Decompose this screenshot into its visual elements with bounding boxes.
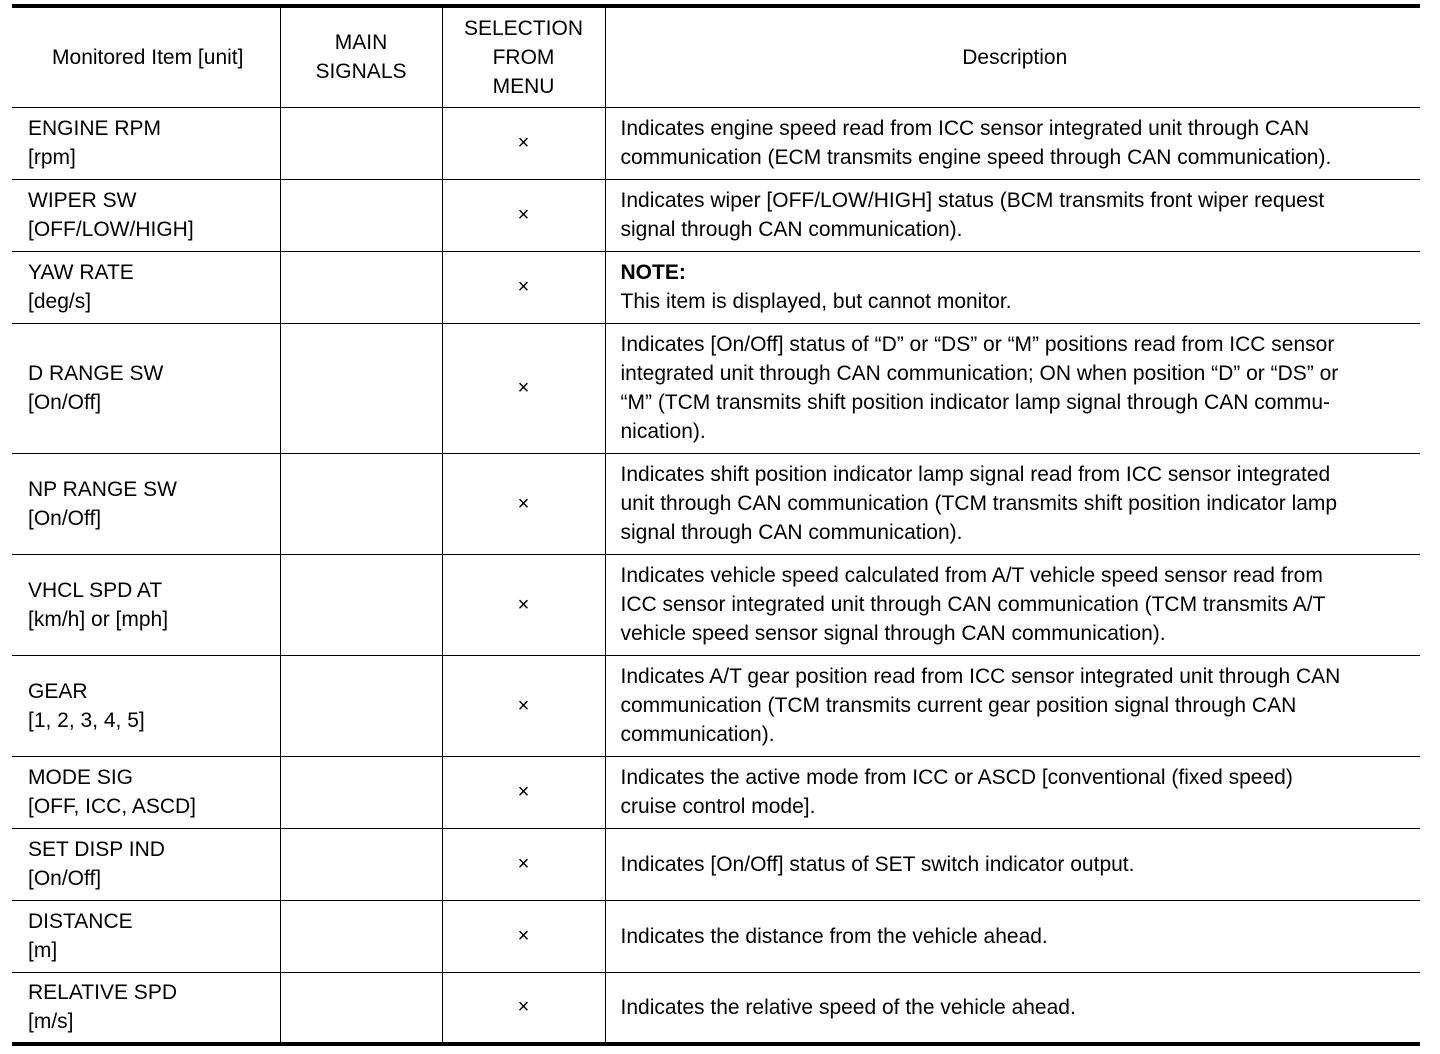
selection-cell: [442, 828, 605, 900]
description-line: This item is displayed, but cannot monitor.: [620, 290, 1012, 313]
table-row: [12, 828, 1420, 900]
description-cell: [605, 107, 1420, 179]
monitored-item-cell: [12, 251, 280, 323]
main-signals-cell: [280, 554, 442, 655]
description-line: communication (TCM transmits current gear position signal through CAN: [620, 694, 1297, 717]
selection-mark: ×: [517, 996, 530, 1019]
header-selection-line-2: FROM: [492, 45, 555, 69]
selection-cell: [442, 900, 605, 972]
selection-cell: [442, 107, 605, 179]
monitored-item-cell: [12, 828, 280, 900]
table-header-row: [12, 6, 1420, 107]
table-row: [12, 756, 1420, 828]
description-line: Indicates A/T gear position read from ICC sensor integrated unit through CAN: [620, 665, 1341, 688]
note-label: NOTE:: [620, 261, 686, 284]
main-signals-cell: [280, 453, 442, 554]
table-row: [12, 972, 1420, 1044]
main-signals-cell: [280, 179, 442, 251]
description-line: communication).: [620, 723, 775, 746]
item-unit: [On/Off]: [28, 506, 102, 530]
description-cell: [605, 972, 1420, 1044]
selection-mark: ×: [517, 853, 530, 875]
monitored-item-cell: [12, 453, 280, 554]
selection-mark: ×: [517, 204, 530, 226]
description-cell: [605, 828, 1420, 900]
item-unit: [On/Off]: [28, 391, 102, 414]
table-row: [12, 323, 1420, 453]
monitored-item-cell: [12, 323, 280, 453]
item-name: YAW RATE: [28, 261, 134, 284]
table-row: [12, 554, 1420, 655]
description-line: signal through CAN communication).: [620, 218, 963, 241]
data-monitor-table: [12, 4, 1420, 1046]
description-cell: [605, 179, 1420, 251]
header-monitored-item: Monitored Item [unit]: [12, 6, 280, 107]
description-line: Indicates the active mode from ICC or ASCD [conventional (fixed speed): [620, 766, 1293, 789]
description-line: Indicates [On/Off] status of “D” or “DS” or “M” positions read from ICC sensor: [620, 333, 1335, 356]
item-name: ENGINE RPM: [28, 117, 162, 140]
description-line: Indicates engine speed read from ICC sensor integrated unit through CAN: [620, 117, 1310, 140]
selection-mark: ×: [517, 593, 530, 616]
description-cell: [605, 251, 1420, 323]
monitored-item-cell: [12, 900, 280, 972]
item-unit: [deg/s]: [28, 290, 92, 313]
table-row: [12, 251, 1420, 323]
monitored-item-cell: [12, 756, 280, 828]
item-unit: [m/s]: [28, 1010, 74, 1034]
selection-mark: ×: [517, 925, 530, 947]
item-name: RELATIVE SPD: [28, 981, 177, 1005]
table-row: [12, 900, 1420, 972]
description-line: communication (ECM transmits engine speed through CAN communication).: [620, 146, 1332, 169]
main-signals-cell: [280, 900, 442, 972]
header-selection-line-1: SELECTION: [463, 16, 584, 40]
selection-mark: ×: [517, 132, 530, 154]
description-line: Indicates the relative speed of the vehicle ahead.: [620, 995, 1076, 1019]
description-cell: [605, 554, 1420, 655]
header-main-signals: [280, 6, 442, 107]
item-name: SET DISP IND: [28, 838, 165, 861]
main-signals-cell: [280, 828, 442, 900]
monitored-item-cell: [12, 179, 280, 251]
monitored-item-cell: [12, 655, 280, 756]
header-main-line-1: MAIN: [334, 31, 388, 55]
item-name: GEAR: [28, 679, 88, 703]
description-line: integrated unit through CAN communication; ON when position “D” or “DS” or: [620, 362, 1339, 385]
main-signals-cell: [280, 655, 442, 756]
description-cell: [605, 900, 1420, 972]
item-name: VHCL SPD AT: [28, 578, 163, 602]
item-unit: [OFF, ICC, ASCD]: [28, 795, 197, 818]
selection-cell: [442, 756, 605, 828]
description-line: ICC sensor integrated unit through CAN communication (TCM transmits A/T: [620, 593, 1326, 616]
description-cell: [605, 655, 1420, 756]
selection-mark: ×: [517, 377, 530, 399]
description-line: vehicle speed sensor signal through CAN communication).: [620, 622, 1166, 645]
item-name: NP RANGE SW: [28, 477, 177, 501]
description-line: Indicates the distance from the vehicle ahead.: [620, 924, 1048, 948]
description-line: Indicates vehicle speed calculated from A/T vehicle speed sensor read from: [620, 564, 1323, 587]
selection-cell: [442, 554, 605, 655]
selection-cell: [442, 453, 605, 554]
header-main-line-2: SIGNALS: [315, 60, 407, 84]
table-row: [12, 453, 1420, 554]
monitored-item-cell: [12, 972, 280, 1044]
item-unit: [On/Off]: [28, 867, 102, 890]
table-row: [12, 107, 1420, 179]
description-line: unit through CAN communication (TCM transmits shift position indicator lamp: [620, 492, 1338, 515]
item-unit: [rpm]: [28, 146, 76, 169]
description-line: cruise control mode].: [620, 795, 816, 818]
item-unit: [m]: [28, 939, 58, 962]
selection-mark: ×: [517, 694, 530, 717]
selection-cell: [442, 323, 605, 453]
description-cell: [605, 756, 1420, 828]
selection-cell: [442, 251, 605, 323]
selection-cell: [442, 179, 605, 251]
header-selection-line-3: MENU: [492, 74, 555, 98]
item-name: MODE SIG: [28, 766, 134, 789]
item-unit: [km/h] or [mph]: [28, 607, 169, 631]
table-row: [12, 179, 1420, 251]
description-line: Indicates wiper [OFF/LOW/HIGH] status (BCM transmits front wiper request: [620, 189, 1325, 212]
item-unit: [OFF/LOW/HIGH]: [28, 218, 194, 241]
main-signals-cell: [280, 756, 442, 828]
description-line: “M” (TCM transmits shift position indicator lamp signal through CAN commu-: [620, 391, 1331, 414]
header-description: Description: [605, 6, 1420, 107]
selection-cell: [442, 972, 605, 1044]
description-cell: [605, 453, 1420, 554]
header-selection-from-menu: [442, 6, 605, 107]
main-signals-cell: [280, 972, 442, 1044]
selection-mark: ×: [517, 781, 530, 803]
item-name: D RANGE SW: [28, 362, 164, 385]
monitored-item-cell: [12, 107, 280, 179]
item-name: DISTANCE: [28, 910, 133, 933]
description-line: Indicates shift position indicator lamp signal read from ICC sensor integrated: [620, 463, 1331, 486]
monitored-item-cell: [12, 554, 280, 655]
main-signals-cell: [280, 251, 442, 323]
main-signals-cell: [280, 323, 442, 453]
description-cell: [605, 323, 1420, 453]
description-line: signal through CAN communication).: [620, 521, 963, 544]
item-unit: [1, 2, 3, 4, 5]: [28, 708, 145, 732]
selection-mark: ×: [517, 492, 530, 515]
description-line: nication).: [620, 420, 706, 443]
selection-cell: [442, 655, 605, 756]
item-name: WIPER SW: [28, 189, 137, 212]
table-row: [12, 655, 1420, 756]
main-signals-cell: [280, 107, 442, 179]
description-line: Indicates [On/Off] status of SET switch indicator output.: [620, 852, 1135, 876]
selection-mark: ×: [517, 276, 530, 298]
